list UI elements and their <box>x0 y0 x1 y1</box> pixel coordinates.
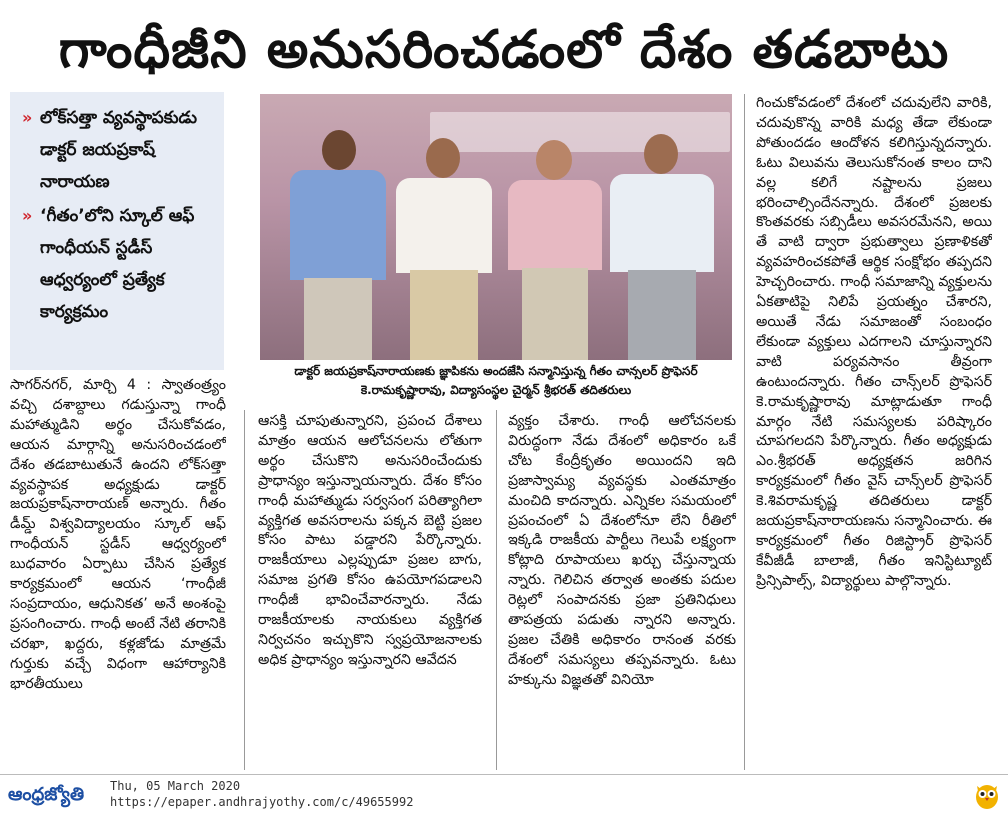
highlight-text: ‘గీతం’లోని స్కూల్ ఆఫ్ గాంధీయన్ స్టడీస్ ఆధ్వర్యంలో ప్రత్యేక కార్యక్రమం <box>40 206 195 322</box>
event-photo <box>260 94 732 360</box>
double-chevron-right-icon: » <box>22 108 33 127</box>
publication-date: Thu, 05 March 2020 <box>110 779 241 793</box>
owl-mascot-icon <box>974 780 1000 810</box>
article-text: వ్యక్తం చేశారు. గాంధీ ఆలోచనలకు విరుద్ధంగా నేడు దేశంలో అధికారం ఒకే చోట కేంద్రీకృతం అయిందని ఇది ప్రజాస్వామ్య వ్యవస్థకు ఎంతమాత్రం మంచిది కాదన్నారు. ఎన్నికల సమయంలో ప్రపంచంలో ఏ దేశంలోనూ లేని రీతిలో ఇక్కడి రాజకీయ పార్టీలు గెలుపే లక్ష్యంగా కోట్లాది రూపాయలు ఖర్చు చేస్తున్నాయ న్నారు. గెలిచిన తర్వాత అంతకు పదుల రెట్లలో సంపాదనకు ప్రజా ప్రతినిధులు తాపత్రయ పడుతు న్నారని అన్నారు. ప్రజల చేతికి అధికారం రానంత వరకు దేశంలో సమస్యలు తప్పవన్నారు. ఓటు హక్కును విజ్ఞతతో వినియో <box>508 413 736 688</box>
headline: గాంధీజీని అనుసరించడంలో దేశం తడబాటు <box>58 20 950 80</box>
article-column-4 <box>756 94 992 772</box>
article-text: ఆసక్తి చూపుతున్నారని, ప్రపంచ దేశాలు మాత్రం ఆయన ఆలోచనలను లోతుగా అర్థం చేసుకొని అనుసరించేందుకు ప్రాధాన్యం ఇస్తున్నాయన్నారు. దేశం కోసం గాంధీ మహాత్ముడు సర్వసంగ పరిత్యాగిలా వ్యక్తిగత అవసరాలను పక్కన బెట్టి ప్రజల కోసం పాటు పడ్డారని పేర్కొన్నారు. రాజకీయాలు ఎల్లప్పుడూ ప్రజల బాగు, సమాజ ప్రగతి కోసం ఉపయోగపడాలని గాంధీజీ భావించేవారన్నారు. నేడు రాజకీయాలకు నాయకులు వ్యక్తిగత నిర్వచనం ఇచ్చుకొని స్వప్రయోజనాలకు అధిక ప్రాధాన్యం ఇస్తున్నారని ఆవేదన <box>258 413 482 668</box>
photo-person <box>500 140 610 360</box>
article-column-3 <box>508 412 736 772</box>
column-divider <box>496 410 497 770</box>
article-column-2 <box>258 412 482 772</box>
photo-person <box>282 130 392 360</box>
andhrajyothy-logo[interactable]: ఆంధ్రజ్యోతి <box>8 784 85 805</box>
epaper-url-link[interactable]: https://epaper.andhrajyothy.com/c/49655992 <box>110 795 414 809</box>
article-text: సాగర్‌నగర్, మార్చి 4 : స్వాతంత్ర్యం వచ్చి దశాబ్దాలు గడుస్తున్నా గాంధీ మహాత్ముడిని అర్థం చేసుకోవడం, ఆయన మార్గాన్ని అనుసరించడంలో దేశం తడబాటుతునే ఉందని లోక్‌సత్తా వ్యవస్థాపక అధ్యక్షుడు డాక్టర్ జయప్రకాష్‌నారాయణ్ అన్నారు. గీతం డీమ్డ్ విశ్వవిద్యాలయం స్కూల్ ఆఫ్ గాంధీయన్ స్టడీస్ ఆధ్వర్యంలో బుధవారం ఏర్పాటు చేసిన ప్రత్యేక కార్యక్రమంలో ఆయన ‘గాంధీజీ సంప్రదాయం, ఆధునికత’ అనే అంశంపై ప్రసంగించారు. గాంధీ అంటే నేటి తరానికి చరఖా, ఖద్దరు, కళ్లజోడు మాత్రమే గుర్తుకు వచ్చే విధంగా ఆహార్యానికి భారతీయులు <box>10 377 226 692</box>
photo-person <box>602 134 722 360</box>
highlight-text: లోక్‌సత్తా వ్యవస్థాపకుడు డాక్టర్ జయప్రకాష్ నారాయణ <box>40 108 197 192</box>
article-text: గించుకోవడంలో దేశంలో చదువులేని వారికి, చదువుకొన్న వారికి మధ్య తేడా లేకుండా పోతుందడం ఆందోళన కలిగిస్తున్నదన్నారు. ఓటు విలువను తెలుసుకోనంత కాలం దాని వల్ల కలిగే నష్టాలను ప్రజలు భరించాల్సిందేనన్నారు. దేశంలో ప్రజలకు కొంతవరకు సబ్సిడీలు అవసరమేనని, అయి తే వాటి ద్వారా ప్రభుత్వాలు ప్రణాళికతో వ్యవహరించకపోతే ఆర్థిక సంక్షోభం తప్పదని హెచ్చరించారు. గాంధీ సమాజాన్ని వ్యక్తులను ఏకతాటిపై నిలిపే ప్రయత్నం చేశారని, అయితే నేడు సమాజంతో సంబంధం లేకుండా వ్యక్తులు ఎదగాలని చూస్తున్నారని వాటి పర్యవసానం తీవ్రంగా ఉంటుందన్నారు. గీతం చాన్స్‌లర్ ప్రొఫెసర్ కె.రామకృష్ణారావు మాట్లాడుతూ గాంధీ మార్గం నేటి సమస్యలకు పరిష్కారం చూపగలదని పేర్కొన్నారు. గీతం అధ్యక్షుడు ఎం.శ్రీభరత్ అధ్యక్షతన జరిగిన కార్యక్రమంలో గీతం వైస్ చాన్స్‌లర్ ప్రొఫెసర్ కె.శివరామకృష్ణ తదితరులు డాక్టర్ జయప్రకాష్‌నారాయణను సన్మానించారు. ఈ కార్యక్రమంలో గీతం రిజిస్ట్రార్ ప్రొఫెసర్ కేవీజీడీ బాలాజీ, గీతం ఇనిస్టిట్యూట్ ప్రిన్సిపాల్స్, విద్యార్థులు పాల్గొన్నారు. <box>756 95 992 589</box>
article-column-1 <box>10 376 226 772</box>
double-chevron-right-icon: » <box>22 206 33 225</box>
column-divider <box>744 94 745 770</box>
column-divider <box>244 410 245 770</box>
highlight-item <box>22 200 216 328</box>
highlight-item <box>22 102 216 198</box>
highlights-box <box>10 92 224 370</box>
photo-caption: డాక్టర్ జయప్రకాష్‌నారాయణకు జ్ఞాపికను అందజేసి సన్మానిస్తున్న గీతం చాన్సలర్ ప్రొఫెసర్ కె.రామకృష్ణారావు, విద్యాసంస్థల చైర్మన్ శ్రీభరత్ తదితరులు <box>294 364 698 397</box>
photo-person <box>390 138 500 360</box>
footer-divider <box>0 774 1008 775</box>
